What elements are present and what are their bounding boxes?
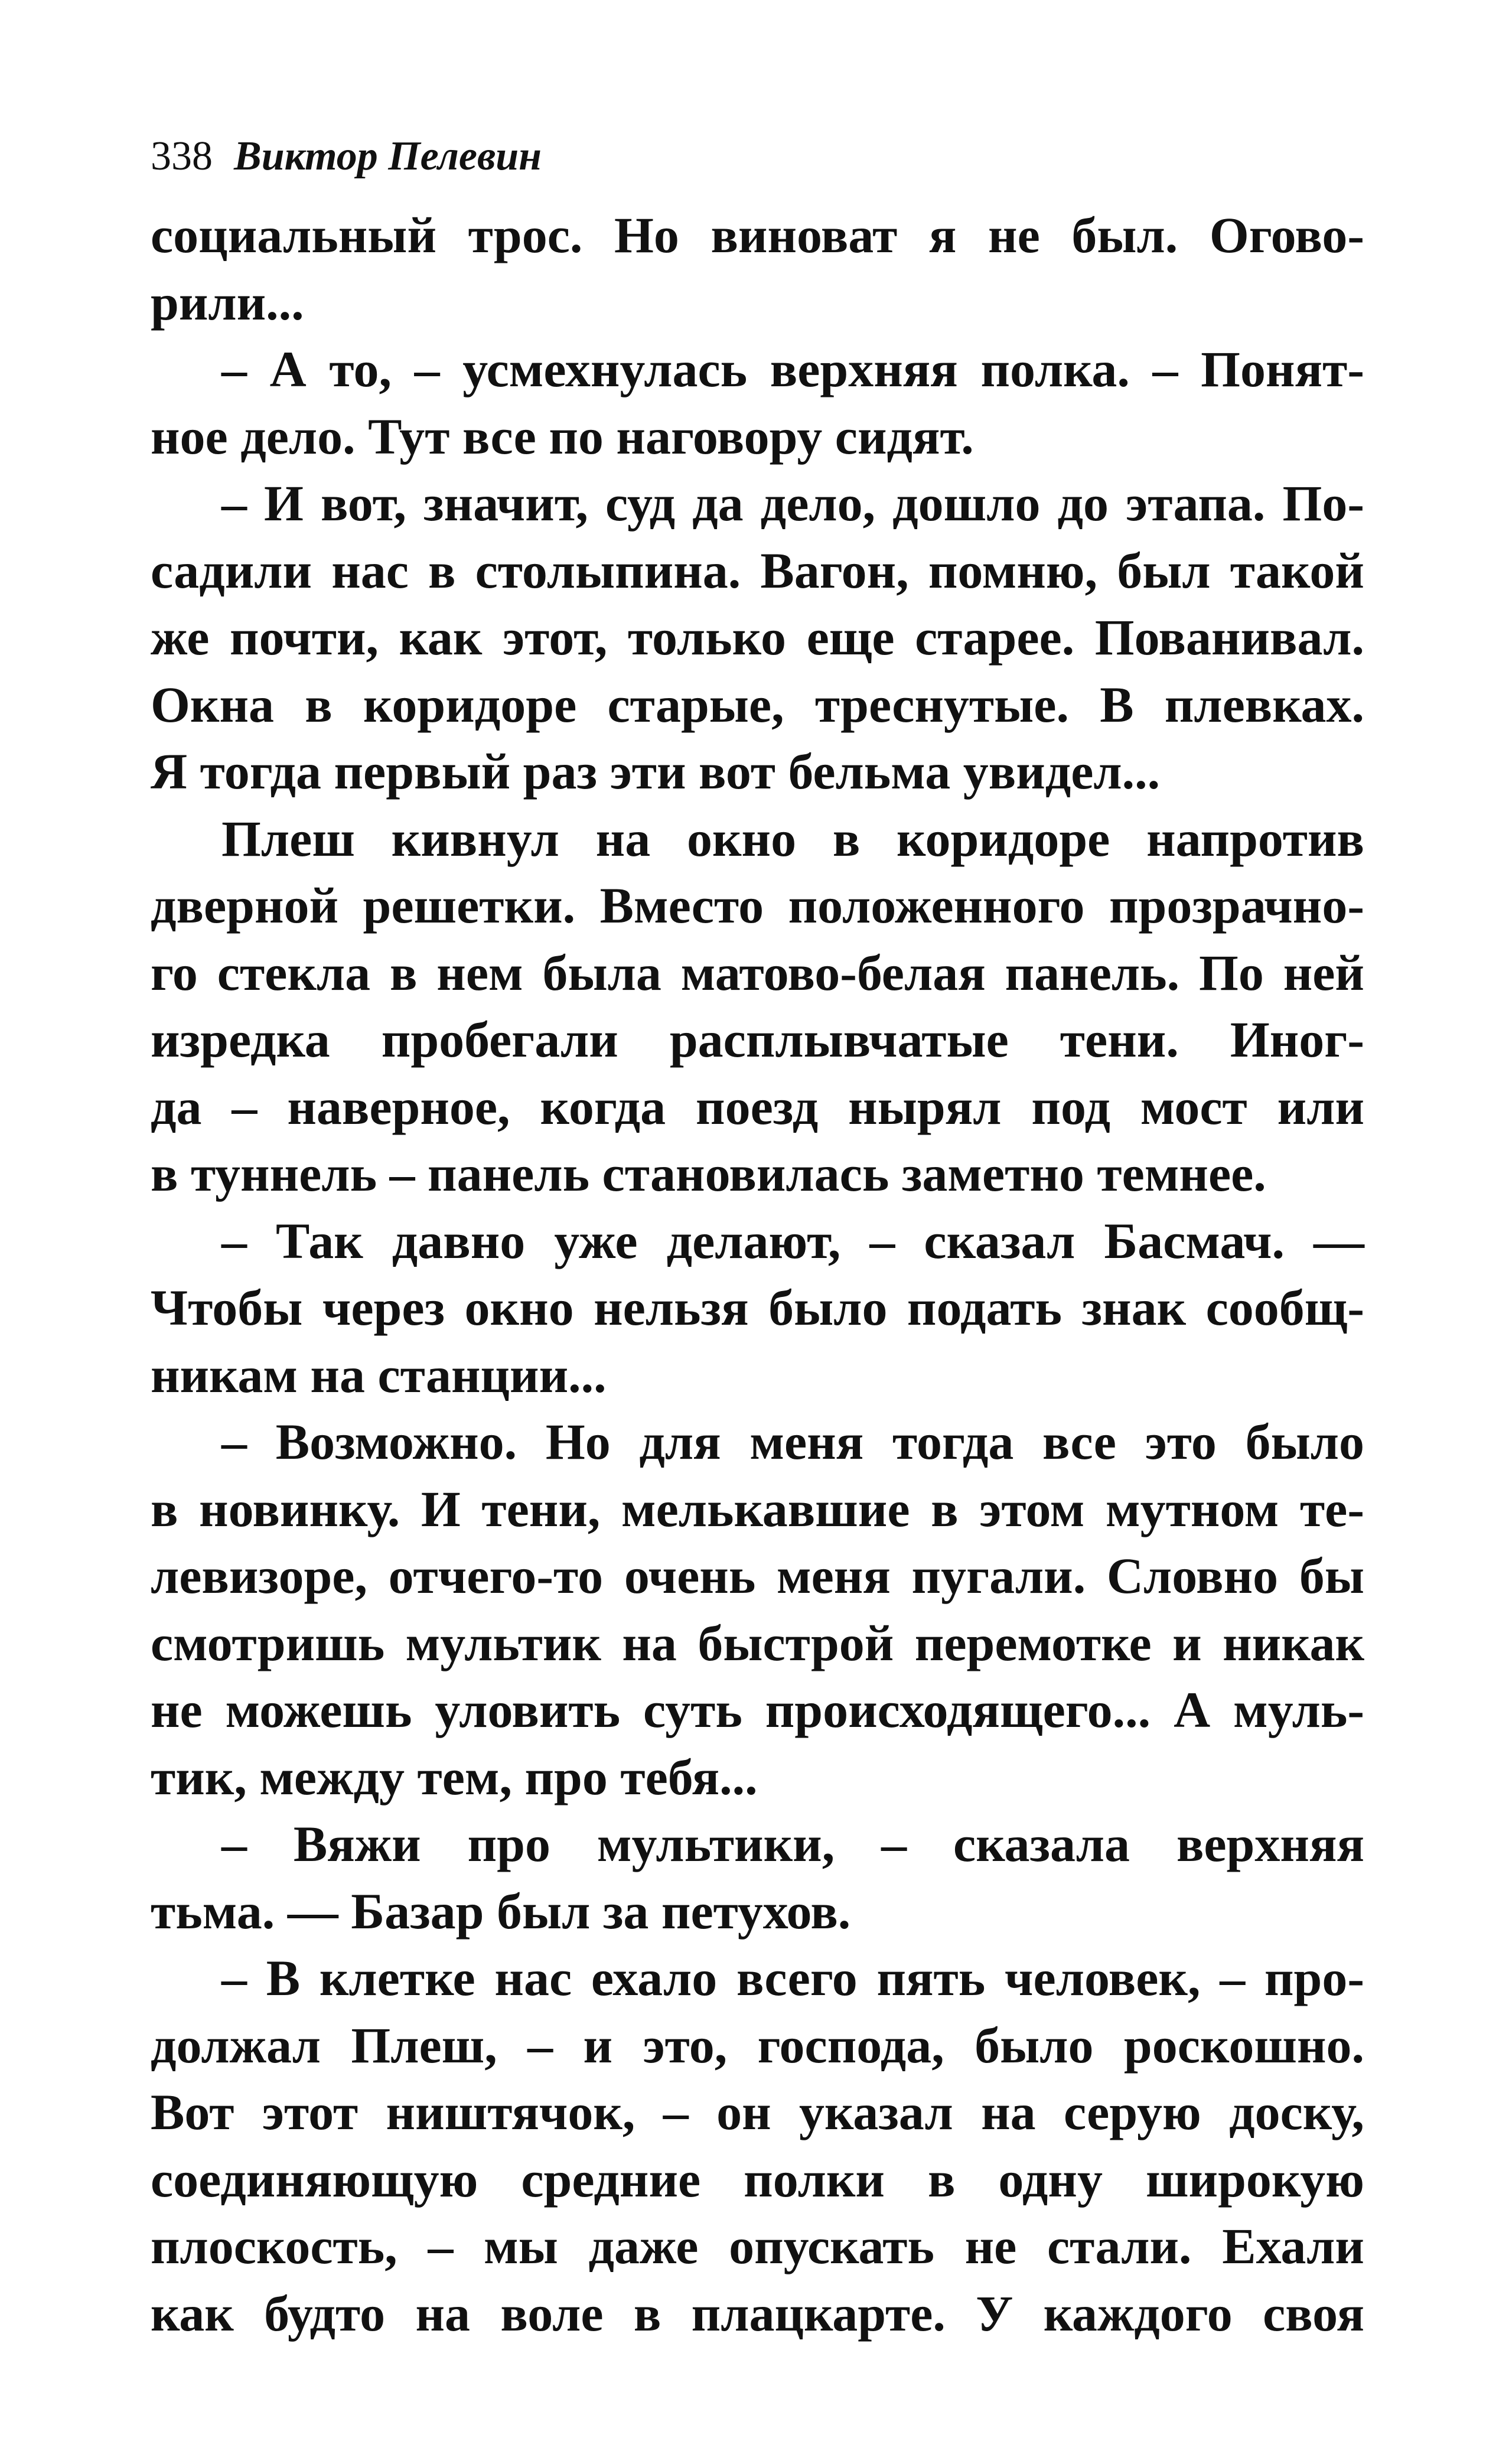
text-line: – В клетке нас ехало всего пять человек, – про- — [221, 1950, 1364, 2006]
text-line: левизоре, отчего-то очень меня пугали. Словно бы — [151, 1547, 1364, 1604]
text-line: ное дело. Тут все по наговору сидят. — [151, 408, 974, 465]
text-line: го стекла в нем была матово-белая панель. По ней — [151, 944, 1364, 1001]
text-line: дверной решетки. Вместо положенного прозрачно- — [151, 877, 1364, 934]
text-line: Вот этот ништячок, – он указал на серую доску, — [151, 2084, 1364, 2140]
text-line: Чтобы через окно нельзя было подать знак сообщ- — [151, 1279, 1364, 1336]
text-line: да – наверное, когда поезд нырял под мост или — [151, 1078, 1364, 1135]
book-page — [151, 124, 1364, 2347]
text-line: тик, между тем, про тебя... — [151, 1748, 758, 1805]
text-line: Окна в коридоре старые, треснутые. В плевках. — [151, 676, 1364, 733]
text-line: – И вот, значит, суд да дело, дошло до этапа. По- — [221, 475, 1364, 532]
text-line: же почти, как этот, только еще старее. Пованивал. — [151, 609, 1364, 666]
running-head — [151, 124, 1364, 189]
text-line: рили... — [151, 273, 304, 331]
text-line: Плеш кивнул на окно в коридоре напротив — [221, 810, 1364, 867]
text-line: должал Плеш, – и это, господа, было роскошно. — [151, 2016, 1364, 2074]
text-line: смотришь мультик на быстрой перемотке и никак — [151, 1614, 1364, 1671]
text-line: – Возможно. Но для меня тогда все это было — [221, 1413, 1364, 1470]
text-line: – Так давно уже делают, – сказал Басмач. — — [221, 1212, 1364, 1269]
text-line: в новинку. И тени, мелькавшие в этом мутном те- — [151, 1480, 1364, 1537]
text-line: в туннель – панель становилась заметно темнее. — [151, 1145, 1266, 1202]
text-line: не можешь уловить суть происходящего... А муль- — [151, 1681, 1364, 1738]
body-text — [151, 202, 1364, 2347]
text-line: Я тогда первый раз эти вот бельма увидел... — [151, 743, 1161, 800]
text-line: садили нас в столыпина. Вагон, помню, был такой — [151, 542, 1364, 599]
author-name: Виктор Пелевин — [234, 133, 542, 179]
text-line: социальный трос. Но виноват я не был. Огово- — [151, 207, 1364, 263]
page-number: 338 — [151, 133, 213, 179]
text-line: никам на станции... — [151, 1346, 607, 1403]
text-line: плоскость, – мы даже опускать не стали. Ехали — [151, 2218, 1364, 2274]
text-line: как будто на воле в плацкарте. У каждого своя — [151, 2284, 1364, 2342]
text-line: – А то, – усмехнулась верхняя полка. – Понят- — [221, 341, 1364, 397]
text-line: изредка пробегали расплывчатые тени. Иног- — [151, 1011, 1364, 1068]
text-line: тьма. — Базар был за петухов. — [151, 1882, 851, 1940]
text-line: – Вяжи про мультики, – сказала верхняя — [221, 1816, 1364, 1872]
text-line: соединяющую средние полки в одну широкую — [151, 2150, 1364, 2208]
